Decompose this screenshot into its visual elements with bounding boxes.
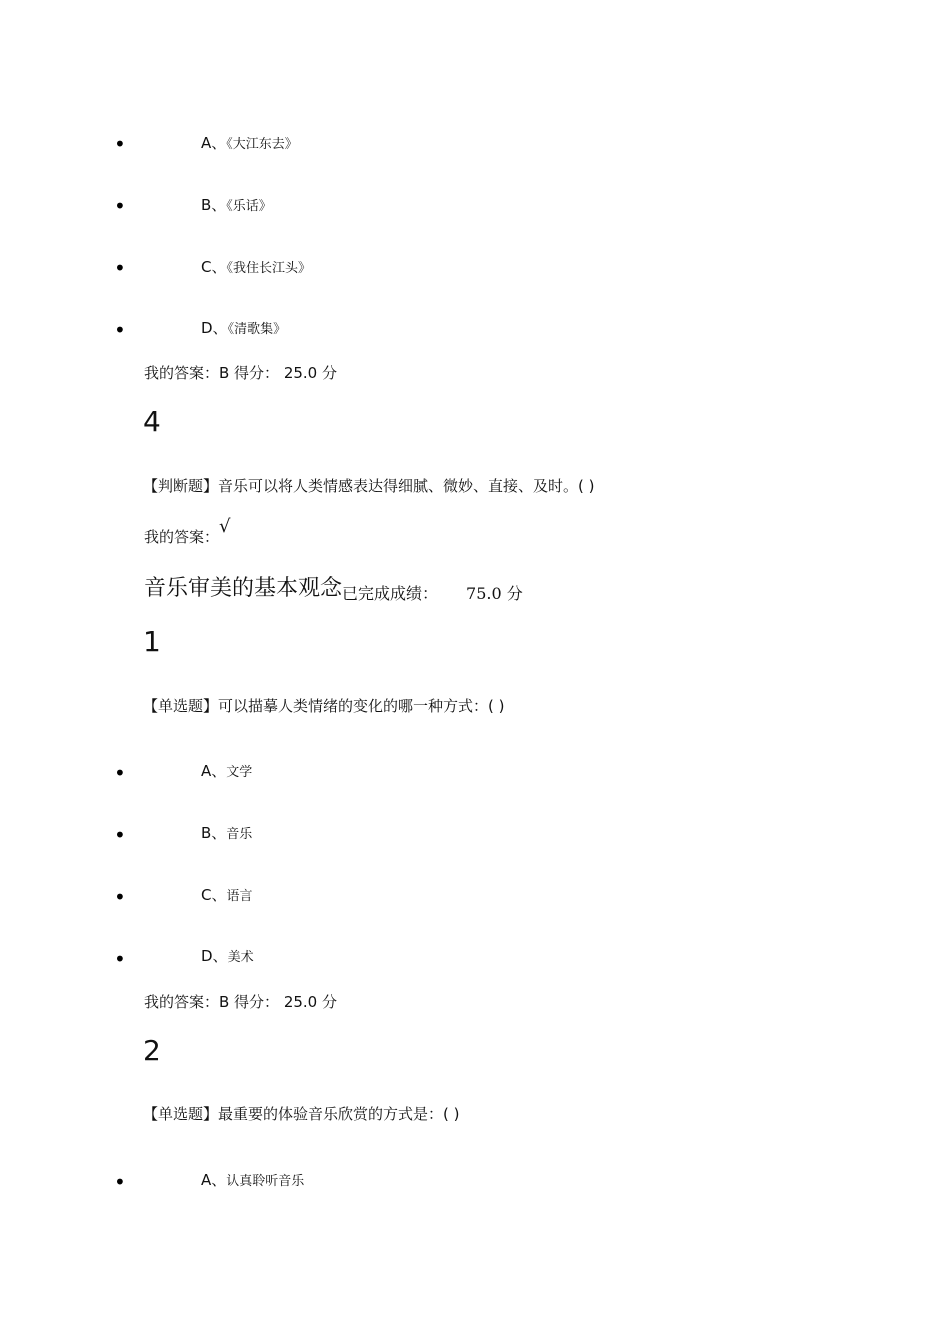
- option-d[interactable]: [201, 319, 286, 339]
- option-a[interactable]: [201, 762, 252, 782]
- option-c[interactable]: [201, 258, 311, 278]
- option-text: 《清歌集》: [227, 322, 287, 337]
- option-letter: B、: [201, 824, 227, 842]
- question-number: 2: [143, 1034, 161, 1067]
- option-text: 《大江东去》: [226, 137, 298, 152]
- option-letter: D、: [201, 947, 228, 965]
- option-text: 美术: [227, 950, 254, 965]
- option-b[interactable]: [201, 196, 272, 216]
- option-letter: A、: [201, 762, 227, 780]
- option-b[interactable]: [201, 824, 252, 844]
- option-letter: A、: [201, 134, 227, 152]
- answer-label: 我的答案：: [144, 528, 220, 546]
- option-a[interactable]: [201, 1171, 304, 1191]
- question-number: 4: [143, 405, 161, 438]
- bullet: •: [114, 318, 126, 342]
- bullet: •: [114, 885, 126, 909]
- option-text: 音乐: [226, 827, 253, 842]
- bullet: •: [114, 256, 126, 280]
- bullet: •: [114, 132, 126, 156]
- check-mark-icon: √: [219, 516, 231, 537]
- option-letter: D、: [201, 319, 228, 337]
- option-text: 《我住长江头》: [226, 261, 311, 276]
- option-text: 文学: [226, 765, 253, 780]
- bullet: •: [114, 947, 126, 971]
- section-title: 音乐审美的基本观念: [144, 576, 343, 601]
- section-header: [144, 575, 523, 603]
- question-text: 【判断题】音乐可以将人类情感表达得细腻、微妙、直接、及时。( ): [143, 477, 595, 495]
- option-a[interactable]: [201, 134, 298, 154]
- question-text: 【单选题】最重要的体验音乐欣赏的方式是：( ): [143, 1105, 460, 1123]
- option-c[interactable]: [201, 886, 253, 906]
- option-d[interactable]: [201, 947, 254, 967]
- option-text: 认真聆听音乐: [226, 1174, 305, 1189]
- section-score: 75.0 分: [466, 584, 523, 603]
- section-status: 已完成成绩：: [342, 584, 439, 603]
- my-answer: [144, 516, 231, 547]
- option-letter: A、: [201, 1171, 227, 1189]
- option-letter: B、: [201, 196, 227, 214]
- question-number: 1: [143, 625, 161, 658]
- my-answer: 我的答案：B 得分： 25.0 分: [144, 364, 337, 382]
- bullet: •: [114, 194, 126, 218]
- option-text: 《乐话》: [226, 199, 272, 214]
- option-letter: C、: [201, 258, 227, 276]
- option-letter: C、: [201, 886, 227, 904]
- bullet: •: [114, 823, 126, 847]
- bullet: •: [114, 1170, 126, 1194]
- my-answer: 我的答案：B 得分： 25.0 分: [144, 993, 337, 1011]
- question-text: 【单选题】可以描摹人类情绪的变化的哪一种方式：( ): [143, 697, 505, 715]
- option-text: 语言: [226, 889, 253, 904]
- bullet: •: [114, 761, 126, 785]
